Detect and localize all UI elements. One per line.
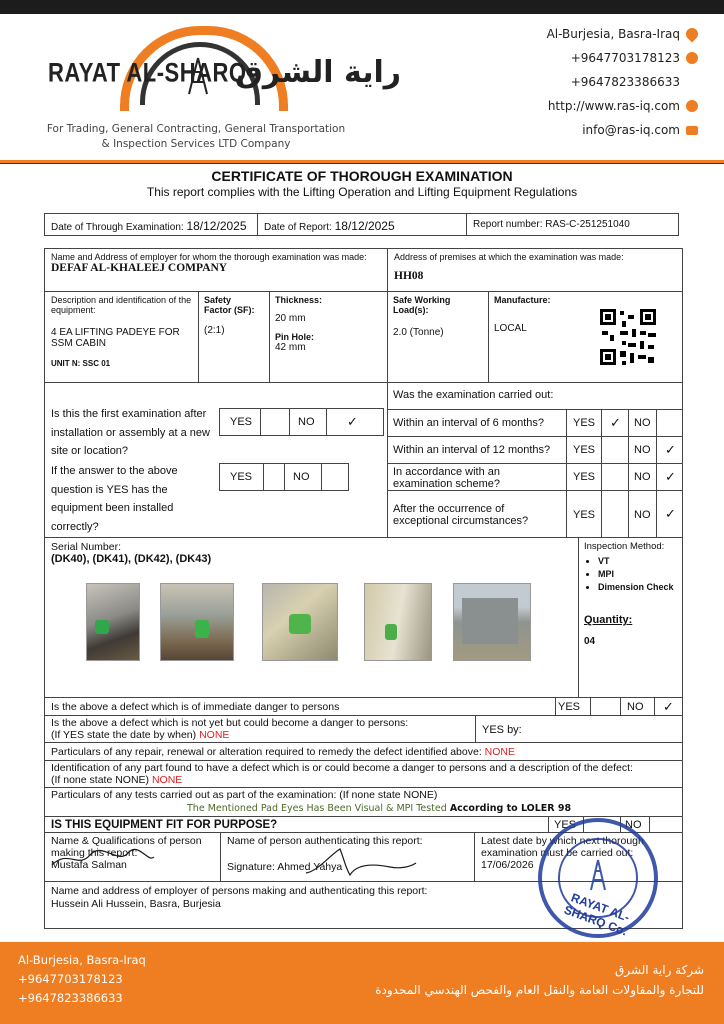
repair-label: Particulars of any repair, renewal or alteration required to remedy the defect identified above:: [51, 746, 482, 758]
six-months-no-box[interactable]: [656, 409, 683, 437]
padeye-photo-1: [86, 583, 140, 661]
contact-address: [547, 27, 698, 41]
first-exam-line1: Is this the first examination after: [51, 408, 207, 420]
first-exam-yes: YES: [219, 408, 261, 436]
scheme-line2: examination scheme?: [393, 478, 501, 490]
report-number-label: Report number:: [473, 219, 543, 230]
repair-value: NONE: [484, 746, 516, 758]
fit-no: NO: [620, 816, 650, 833]
tests-label: Particulars of any tests carried out as part of the examination: (If none state NONE): [51, 789, 438, 801]
padeye-photo-2: [160, 583, 234, 661]
footer-address: Al-Burjesia, Basra-Iraq: [18, 953, 146, 967]
checkmark-icon: ✓: [665, 469, 676, 484]
exam-date-label: Date of Through Examination:: [51, 222, 184, 233]
footer-contact: [18, 951, 146, 1008]
contact-phone2: [571, 75, 680, 89]
scheme-q: [387, 463, 567, 491]
padeye-photo-3: [262, 583, 338, 661]
scheme-no: NO: [628, 463, 657, 491]
installed-question: [51, 462, 178, 536]
exceptional-no-box[interactable]: [656, 490, 683, 538]
future-danger-value: NONE: [199, 729, 230, 741]
exceptional-yes: YES: [566, 490, 602, 538]
footer-ar-line1: شركة راية الشرق: [615, 963, 704, 977]
exceptional-line1: After the occurrence of: [393, 503, 505, 515]
six-months-yes-box[interactable]: [601, 409, 629, 437]
first-exam-yes-box[interactable]: [260, 408, 290, 436]
future-danger-line1: Is the above a defect which is not yet but could become a danger to persons:: [51, 717, 409, 729]
twelve-months-no: NO: [628, 436, 657, 464]
twelve-months-yes: YES: [566, 436, 602, 464]
scheme-yes-box[interactable]: [601, 463, 629, 491]
method-item: • VT: [598, 555, 677, 568]
latest-label-1: Latest date by which next thorough: [481, 835, 644, 847]
dimensions-cell: [269, 291, 388, 383]
footer-arabic: [375, 960, 704, 1000]
future-danger-q: [44, 715, 476, 743]
first-exam-line3: site or location?: [51, 445, 129, 457]
six-months-yes: YES: [566, 409, 602, 437]
sf-value: (2:1): [204, 325, 225, 336]
employer-persons-label: Name and address of employer of persons making and authenticating this report:: [51, 885, 428, 897]
footer-ar-line2: للتجارة والمقاولات العامة والنقل العام والفحص الهندسي المحدودة: [375, 983, 704, 997]
mail-icon: [686, 126, 698, 135]
latest-label-2: examination must be carried out:: [481, 847, 634, 859]
tagline-line-2: & Inspection Services LTD Company: [101, 138, 291, 150]
exceptional-line2: exceptional circumstances?: [393, 515, 529, 527]
tests-value-line: [51, 802, 676, 815]
phone1-text: +9647703178123: [570, 51, 680, 65]
contact-email[interactable]: [582, 123, 698, 137]
footer-phone1: +9647703178123: [18, 972, 123, 986]
twelve-months-yes-box[interactable]: [601, 436, 629, 464]
stamp-rig-icon: [588, 858, 608, 892]
thickness-label: Thickness:: [275, 295, 323, 305]
equipment-desc-cell: [44, 291, 199, 383]
tagline-line-1: For Trading, General Contracting, General Transportation: [46, 123, 346, 135]
installed-no-box[interactable]: [321, 463, 349, 491]
installed-line2: question is YES has the: [51, 483, 168, 496]
identification-value: NONE: [151, 774, 183, 786]
scheme-yes: YES: [566, 463, 602, 491]
swl-label-2: Load(s):: [393, 305, 429, 315]
installed-line1: If the answer to the above: [51, 465, 178, 477]
equipment-unit: UNIT N: SSC 01: [51, 359, 111, 368]
first-exam-no: NO: [289, 408, 327, 436]
sf-label-2: Factor (SF):: [204, 305, 255, 315]
maker-label-2: making this report:: [51, 847, 138, 859]
equipment-desc-label: Description and identification of the equipment:: [51, 295, 192, 315]
auth-value: Ahmed Yahya: [277, 861, 343, 873]
footer-phone2: +9647823386633: [18, 991, 123, 1005]
qr-code: [598, 307, 658, 367]
phone-icon: [686, 52, 698, 64]
location-pin-icon: [684, 26, 701, 43]
identification-line2: [51, 774, 676, 786]
tests-standard: According to LOLER 98: [449, 803, 572, 814]
method-item: • Dimension Check: [598, 581, 677, 594]
first-exam-question: [51, 405, 210, 461]
logo-text-ar: راية الشرق: [236, 55, 402, 90]
yes-by-cell: YES by:: [475, 715, 683, 743]
first-exam-line2: installation or assembly at a new: [51, 426, 210, 439]
manufacture-value: LOCAL: [494, 323, 527, 334]
header-divider-dark: [0, 163, 724, 164]
pin-hole-value: 42 mm: [275, 342, 306, 353]
phone2-text: +9647823386633: [570, 75, 680, 89]
method-item: • MPI: [598, 568, 677, 581]
premises-cell: [387, 248, 683, 292]
quantity-label-text: Quantity: [584, 614, 629, 626]
six-months-no: NO: [628, 409, 657, 437]
swl-value: 2.0 (Tonne): [393, 327, 444, 338]
maker-value: Mustafa Salman: [51, 859, 127, 871]
swl-label-1: Safe Working: [393, 295, 451, 305]
email-link[interactable]: info@ras-iq.com: [582, 123, 680, 137]
checkmark-icon: ✓: [665, 506, 676, 521]
sf-label-1: Safety: [204, 295, 232, 305]
carried-out-header: Was the examination carried out:: [387, 382, 683, 410]
report-date-value: 18/12/2025: [334, 219, 395, 233]
thickness-value: 20 mm: [275, 313, 306, 324]
auth-signature: [300, 845, 420, 879]
tests-value: The Mentioned Pad Eyes Has Been Visual & MPI Tested: [187, 803, 447, 814]
immediate-danger-q: Is the above a defect which is of immediate danger to persons: [44, 697, 556, 716]
immediate-no-box[interactable]: [654, 697, 683, 716]
swl-cell: [387, 291, 489, 383]
exam-date-cell: [44, 213, 258, 236]
scheme-no-box[interactable]: [656, 463, 683, 491]
pin-hole-label: Pin Hole:: [275, 332, 315, 342]
twelve-months-no-box[interactable]: [656, 436, 683, 464]
report-date-cell: [257, 213, 467, 236]
identification-hint: (If none state NONE): [51, 774, 150, 786]
scheme-line1: In accordance with an: [393, 466, 501, 478]
repair-row: [44, 742, 683, 761]
serial-value: (DK40), (DK41), (DK42), (DK43): [51, 553, 212, 565]
safety-factor-cell: [198, 291, 270, 383]
report-number-cell: [466, 213, 679, 236]
tests-row: [44, 787, 683, 817]
checkmark-icon: ✓: [610, 415, 621, 430]
website-link[interactable]: http://www.ras-iq.com: [547, 99, 680, 113]
company-tagline: [46, 122, 346, 152]
auth-label: Name of person authenticating this report:: [227, 835, 423, 847]
padeye-photo-4: [364, 583, 432, 661]
auth-sig-label: Signature:: [227, 861, 275, 873]
immediate-no: NO: [620, 697, 655, 716]
future-danger-line2: [51, 729, 469, 741]
immediate-yes: YES: [555, 697, 591, 716]
installed-no: NO: [284, 463, 322, 491]
checkmark-icon: ✓: [665, 442, 676, 457]
checkmark-icon: ✓: [347, 414, 358, 429]
installed-line4: correctly?: [51, 520, 99, 533]
serial-label: Serial Number:: [51, 541, 122, 553]
report-date-label: Date of Report:: [264, 222, 332, 233]
installed-yes: YES: [219, 463, 264, 491]
certificate-title: CERTIFICATE OF THOROUGH EXAMINATION: [211, 168, 513, 184]
report-number-value: RAS-C-251251040: [545, 219, 630, 230]
maker-label-1: Name & Qualifications of person: [51, 835, 202, 847]
twelve-months-q: Within an interval of 12 months?: [387, 436, 567, 464]
latest-value: 17/06/2026: [481, 859, 534, 871]
stamp-text: RAYAT AL-SHARQ Co.: [562, 890, 632, 939]
future-danger-hint: (If YES state the date by when): [51, 729, 197, 741]
equipment-desc-line2: SSM CABIN: [51, 338, 107, 349]
logo-text-en: RAYAT AL-SHARQ: [48, 57, 247, 88]
employer-label: Name and Address of employer for whom the thorough examination was made:: [51, 252, 367, 262]
fit-for-purpose-q: IS THIS EQUIPMENT FIT FOR PURPOSE?: [44, 816, 549, 833]
globe-icon: [686, 100, 698, 112]
inspection-method-list: [584, 555, 677, 594]
six-months-q: Within an interval of 6 months?: [387, 409, 567, 437]
installed-line3: equipment been installed: [51, 502, 174, 514]
premises-label: Address of premises at which the examination was made:: [394, 252, 624, 262]
employer-persons-value: Hussein Ali Hussein, Basra, Burjesia: [51, 898, 221, 910]
fit-no-box[interactable]: [649, 816, 683, 833]
quantity-value: 04: [584, 636, 596, 647]
fit-yes: YES: [548, 816, 584, 833]
manufacture-label: Manufacture:: [494, 295, 551, 305]
quantity-label: Quantity:: [584, 614, 633, 626]
first-exam-no-box[interactable]: [326, 408, 384, 436]
equipment-desc-line1: 4 EA LIFTING PADEYE FOR: [51, 327, 180, 338]
certificate-subtitle: This report complies with the Lifting Operation and Lifting Equipment Regulations: [146, 185, 578, 199]
identification-line1: Identification of any part found to have a defect which is or could become a danger to persons and a description of the defect:: [51, 762, 633, 774]
immediate-yes-box[interactable]: [590, 697, 621, 716]
top-bar: [0, 0, 724, 14]
inspection-method-label: Inspection Method:: [584, 541, 665, 552]
address-text: Al-Burjesia, Basra-Iraq: [546, 27, 680, 41]
installed-yes-box[interactable]: [263, 463, 285, 491]
exceptional-q: [387, 490, 567, 538]
contact-website[interactable]: [548, 99, 698, 113]
premises-value: HH08: [394, 270, 424, 282]
employer-cell: [44, 248, 388, 292]
maker-signature: [48, 845, 158, 873]
checkmark-icon: ✓: [663, 699, 674, 714]
exceptional-no: NO: [628, 490, 657, 538]
identification-row: [44, 760, 683, 788]
exceptional-yes-box[interactable]: [601, 490, 629, 538]
employer-value: DEFAF AL-KHALEEJ COMPANY: [51, 262, 228, 274]
contact-phone1: [571, 51, 698, 65]
container-photo: [453, 583, 531, 661]
inspection-method-cell: [578, 537, 683, 698]
exam-date-value: 18/12/2025: [186, 219, 247, 233]
